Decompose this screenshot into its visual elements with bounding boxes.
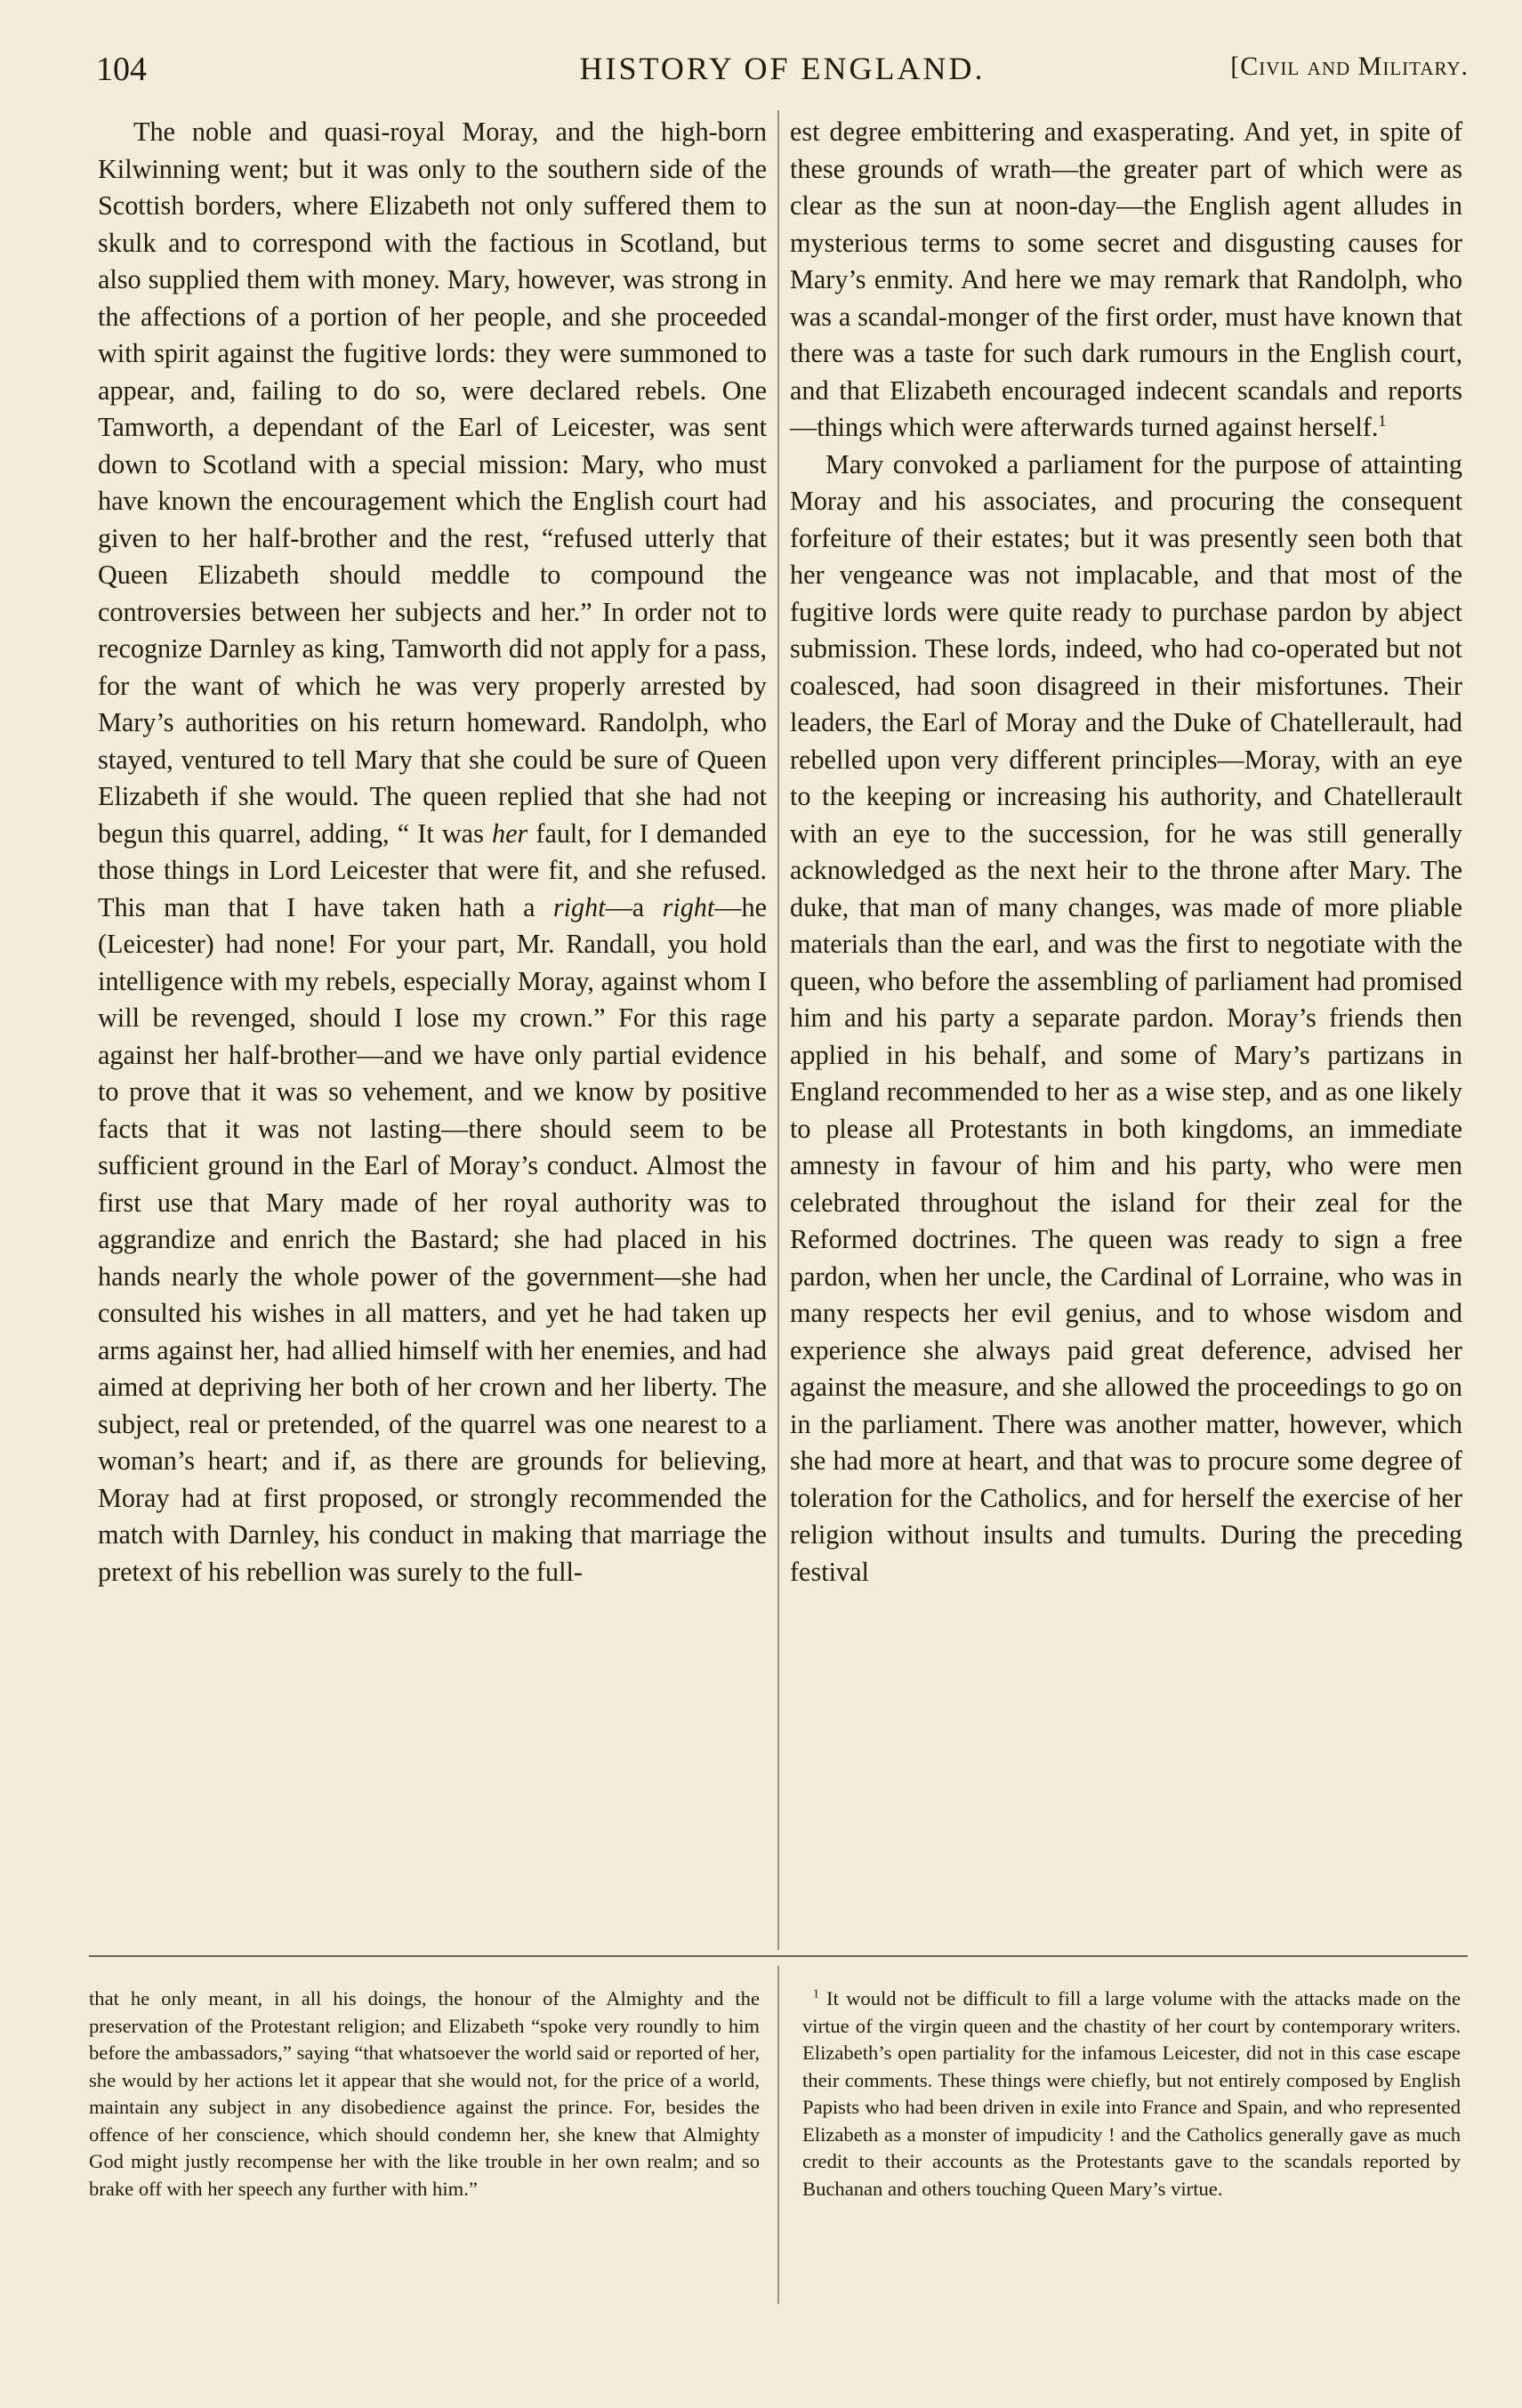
- running-title: HISTORY OF ENGLAND.: [579, 51, 986, 86]
- paragraph: [98, 114, 767, 1591]
- footnote-ref: 1: [1378, 411, 1387, 430]
- footnote-column-divider: [777, 1966, 779, 2304]
- footnote-mark: 1: [813, 1986, 819, 2001]
- page-header: [96, 50, 1469, 94]
- italic-text: right: [552, 891, 606, 922]
- footnote-text: that he only meant, in all his doings, the honour of the Almighty and the preservation of the Protestant religion; and Elizabeth “spoke very roundly to him before the ambassadors,” saying “that whatsoever the world said or reported of her, she would by her actions let it appear that she would not, for the price of a world, maintain any subject in any disobedience against the prince. For, besides the offence of her conscience, which should condemn her, she knew that Almighty God might justly recompense her with the like trouble in her own realm; and so brake off with her speech any further with him.”: [89, 1987, 760, 2200]
- italic-text: her: [491, 817, 528, 849]
- paragraph: Mary convoked a parliament for the purpose of attainting Moray and his associates, and procuring the consequent forfeiture of their estates; but it was presently seen both that her vengeance was not implacable, and that most of the fugitive lords were quite ready to purchase pardon by abject submission. These lords, indeed, who had co-operated but not coalesced, had soon disagreed in their misfortunes. Their leaders, the Earl of Moray and the Duke of Chatellerault, had rebelled upon very different principles—Moray, with an eye to the keeping or increasing his authority, and Chatellerault with an eye to the succession, for he was still generally acknowledged as the next heir to the throne after Mary. The duke, that man of many changes, was made of more pliable materials than the earl, and was the first to negotiate with the queen, who before the assembling of parliament had promised him and his party a separate pardon. Moray’s friends then applied in his behalf, and some of Mary’s partizans in England recommended to her as a wise step, and as one likely to please all Protestants in both kingdoms, an immediate amnesty in favour of him and his party, who were men celebrated throughout the island for their zeal for the Reformed doctrines. The queen was ready to sign a free pardon, when her uncle, the Cardinal of Lorraine, who was in many respects her evil genius, and to whose wisdom and experience she always paid great deference, advised her against the measure, and she allowed the proceedings to go on in the parliament. There was another matter, however, which she had more at heart, and that was to procure some degree of toleration for the Catholics, and for herself the exercise of her religion without insults and tumults. During the preceding festival: [790, 448, 1462, 1587]
- page-number: 104: [96, 51, 147, 88]
- column-divider: [777, 110, 779, 1950]
- left-column: [98, 114, 767, 1591]
- text-run: est degree embittering and exasperating. And yet, in spite of these grounds of wrath—the greater part of which were as clear as the sun at noon-day—the English agent alludes in mysterious terms to some secret and disgusting causes for Mary’s enmity. And here we may remark that Randolph, who was a scandal-monger of the first order, must have known that there was a taste for such dark rumours in the English court, and that Elizabeth encouraged indecent scandals and reports—things which were afterwards turned against herself.: [790, 117, 1462, 442]
- right-column: [790, 114, 1462, 1591]
- paragraph: [790, 114, 1462, 447]
- footnote-separator: [89, 1955, 1468, 1957]
- footnote-left: [89, 1985, 760, 2203]
- italic-text: right: [662, 891, 715, 922]
- section-label: [Civil and Military.: [1230, 52, 1469, 81]
- text-run: —he (Leicester) had none! For your part, Mr. Randall, you hold intelligence with my rebels, especially Moray, against whom I will be revenged, should I lose my crown.” For this rage against her half-brother—and we have only partial evidence to prove that it was so vehement, and we know by positive facts that it was not lasting—there should seem to be sufficient ground in the Earl of Moray’s conduct. Almost the first use that Mary made of her royal authority was to aggrandize and enrich the Bastard; she had placed in his hands nearly the whole power of the government—she had consulted his wishes in all matters, and yet he had taken up arms against her, had allied himself with her enemies, and had aimed at depriving her both of her crown and her liberty. The subject, real or pretended, of the quarrel was one nearest to a woman’s heart; and if, as there are grounds for believing, Moray had at first proposed, or strongly recommended the match with Darnley, his conduct in making that marriage the pretext of his rebellion was surely to the full-: [98, 891, 767, 1587]
- text-run: The noble and quasi-royal Moray, and the high-born Kilwinning went; but it was only to the southern side of the Scottish borders, where Elizabeth not only suffered them to skulk and to correspond with the factious in Scotland, but also supplied them with money. Mary, however, was strong in the affections of a portion of her people, and she proceeded with spirit against the fugitive lords: they were summoned to appear, and, failing to do so, were declared rebels. One Tamworth, a dependant of the Earl of Leicester, was sent down to Scotland with a special mission: Mary, who must have known the encouragement which the English court had given to her half-brother and the rest, “refused utterly that Queen Elizabeth should meddle to compound the controversies between her subjects and her.” In order not to recognize Darnley as king, Tamworth did not apply for a pass, for the want of which he was very properly arrested by Mary’s authorities on his return homeward. Randolph, who stayed, ventured to tell Mary that she could be sure of Queen Elizabeth if she would. The queen replied that she had not begun this quarrel, adding, “ It was: [98, 117, 767, 849]
- footnote-right: [802, 1985, 1461, 2203]
- text-run: —a: [605, 891, 663, 922]
- footnote-text: [802, 1985, 1461, 2203]
- text-run: It would not be difficult to fill a large volume with the attacks made on the virtue of the virgin queen and the chastity of her court by contemporary writers. Elizabeth’s open partiality for the infamous Leicester, did not in this case escape their comments. These things were chiefly, but not entirely composed by English Papists who had been driven in exile into France and Spain, and who represented Elizabeth as a monster of impudicity ! and the Catholics generally gave as much credit to their accounts as the Protestants gave to the scandals reported by Buchanan and others touching Queen Mary’s virtue.: [802, 1987, 1461, 2200]
- text-run: fault, for I demanded those things in Lord Leicester that were fit, and she refused. This man that I have taken hath a: [98, 817, 768, 922]
